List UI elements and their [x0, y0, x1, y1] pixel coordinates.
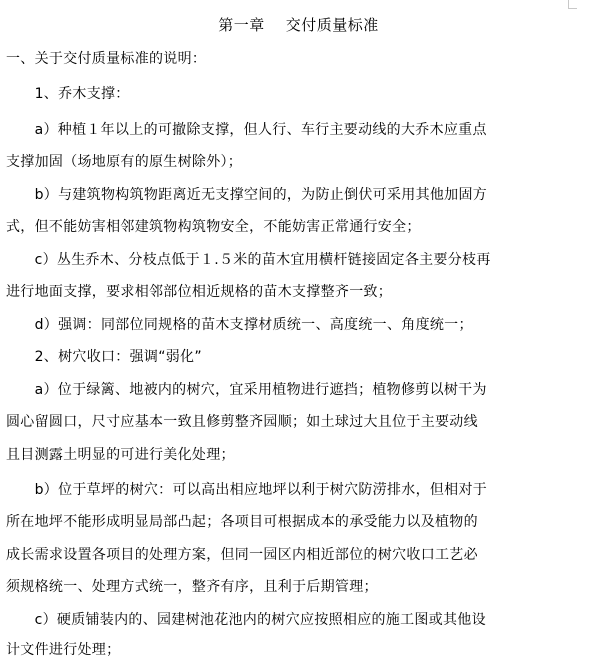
text-line-18: c）硬质铺装内的、园建树池花池内的树穴应按照相应的施工图或其他设: [6, 612, 486, 628]
text-line-15: 所在地坪不能形成明显局部凸起；各项目可根据成本的承受能力以及植物的: [6, 514, 478, 530]
text-line-6: 式，但不能妨害相邻建筑物构筑物安全，不能妨害正常通行安全；: [6, 219, 421, 235]
text-line-7: c）丛生乔木、分枝点低于１.５米的苗木宜用横杆链接固定各主要分枝再: [6, 252, 491, 268]
text-line-3: a）种植１年以上的可撤除支撑，但人行、车行主要动线的大乔木应重点: [6, 122, 487, 138]
chapter-title: 第一章 交付质量标准: [218, 16, 379, 34]
text-line-4: 支撑加固（场地原有的原生树除外）；: [6, 154, 243, 170]
text-line-19: 计文件进行处理；: [6, 642, 121, 658]
text-line-9: d）强调：同部位同规格的苗木支撑材质统一、高度统一、角度统一；: [6, 317, 473, 333]
text-line-8: 进行地面支撑，要求相邻部位相近规格的苗木支撑整齐一致；: [6, 284, 393, 300]
text-line-12: 圆心留圆口，尺寸应基本一致且修剪整齐园顺；如土球过大且位于主要动线: [6, 414, 478, 430]
text-line-11: a）位于绿篱、地被内的树穴，宜采用植物进行遮挡；植物修剪以树干为: [6, 382, 487, 398]
text-line-2: 1、乔木支撑：: [6, 86, 130, 102]
text-line-1: 一、关于交付质量标准的说明：: [6, 51, 207, 67]
text-line-13: 且目测露土明显的可进行美化处理；: [6, 447, 235, 463]
text-line-10: 2、树穴收口：强调“弱化”: [6, 349, 202, 365]
text-line-14: b）位于草坪的树穴：可以高出相应地坪以利于树穴防涝排水，但相对于: [6, 482, 488, 498]
text-line-17: 须规格统一、处理方式统一，整齐有序，且利于后期管理；: [6, 579, 378, 595]
text-line-16: 成长需求设置各项目的处理方案，但同一园区内相近部位的树穴收口工艺必: [6, 547, 478, 563]
text-line-5: b）与建筑物构筑物距离近无支撑空间的，为防止倒伏可采用其他加固方: [6, 187, 488, 203]
page-corner-mark: [568, 0, 577, 9]
